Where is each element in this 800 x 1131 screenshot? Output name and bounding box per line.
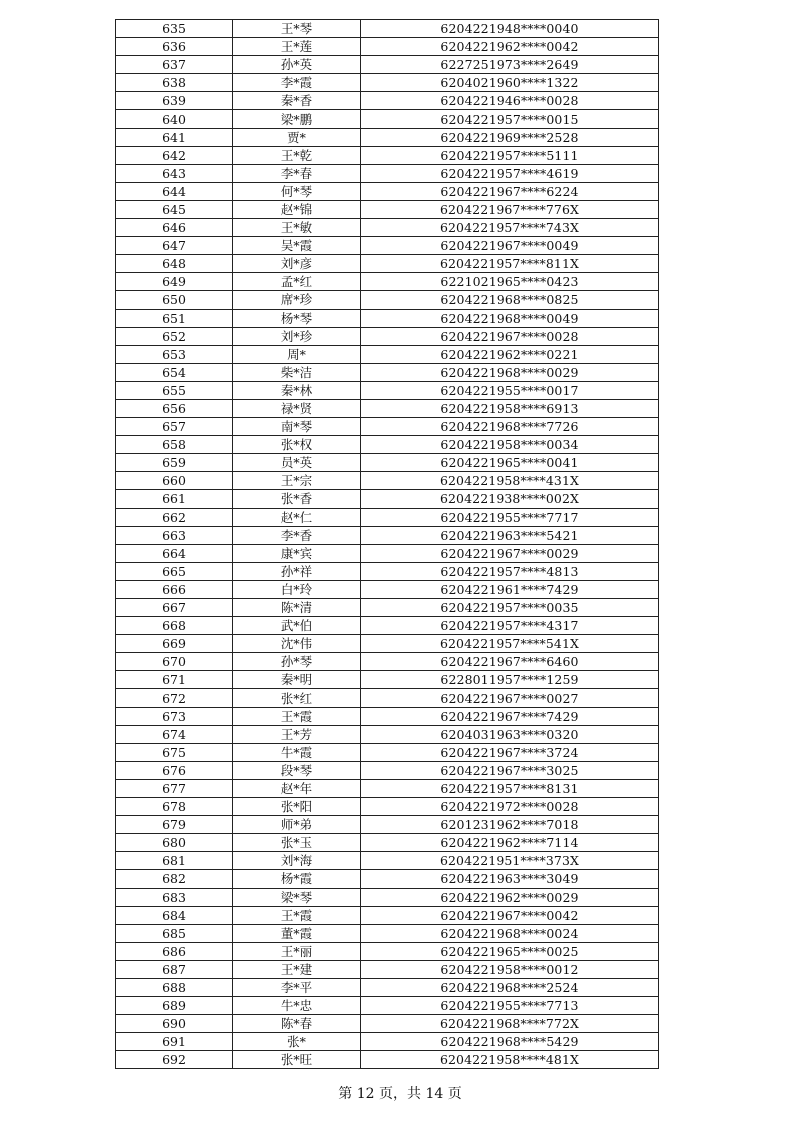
id-number-cell: 6204221967****0042 (361, 906, 659, 924)
name-cell: 秦*香 (233, 92, 361, 110)
name-cell: 王*敏 (233, 219, 361, 237)
name-cell: 梁*鹏 (233, 110, 361, 128)
table-row (116, 888, 659, 906)
row-number-cell: 680 (116, 834, 233, 852)
row-number-cell: 646 (116, 219, 233, 237)
table-row (116, 74, 659, 92)
page-number-text: 第 12 页，共 14 页 (338, 1086, 462, 1102)
roster-table (115, 19, 659, 1069)
table-row (116, 182, 659, 200)
row-number-cell: 661 (116, 490, 233, 508)
table-row (116, 671, 659, 689)
name-cell: 牛*忠 (233, 997, 361, 1015)
table-row (116, 1051, 659, 1069)
row-number-cell: 647 (116, 237, 233, 255)
name-cell: 禄*贤 (233, 399, 361, 417)
id-number-cell: 6204221963****5421 (361, 526, 659, 544)
table-row (116, 508, 659, 526)
row-number-cell: 691 (116, 1033, 233, 1051)
row-number-cell: 685 (116, 924, 233, 942)
id-number-cell: 6204221958****0012 (361, 960, 659, 978)
id-number-cell: 6204221965****0041 (361, 454, 659, 472)
row-number-cell: 660 (116, 472, 233, 490)
name-cell: 孙*祥 (233, 562, 361, 580)
row-number-cell: 666 (116, 580, 233, 598)
table-row (116, 689, 659, 707)
row-number-cell: 671 (116, 671, 233, 689)
row-number-cell: 679 (116, 816, 233, 834)
id-number-cell: 6204221968****772X (361, 1015, 659, 1033)
name-cell: 王*霞 (233, 707, 361, 725)
table-row (116, 128, 659, 146)
table-row (116, 327, 659, 345)
id-number-cell: 6204221967****6224 (361, 182, 659, 200)
table-row (116, 399, 659, 417)
row-number-cell: 636 (116, 38, 233, 56)
row-number-cell: 644 (116, 182, 233, 200)
id-number-cell: 6204021960****1322 (361, 74, 659, 92)
name-cell: 刘*海 (233, 852, 361, 870)
table-row (116, 834, 659, 852)
name-cell: 张*权 (233, 436, 361, 454)
id-number-cell: 6204221972****0028 (361, 798, 659, 816)
id-number-cell: 6204221962****0221 (361, 345, 659, 363)
row-number-cell: 651 (116, 309, 233, 327)
name-cell: 柴*洁 (233, 363, 361, 381)
name-cell: 刘*彦 (233, 255, 361, 273)
name-cell: 张* (233, 1033, 361, 1051)
id-number-cell: 6204221957****0015 (361, 110, 659, 128)
id-number-cell: 6204221967****6460 (361, 653, 659, 671)
row-number-cell: 643 (116, 164, 233, 182)
row-number-cell: 669 (116, 635, 233, 653)
table-row (116, 56, 659, 74)
table-row (116, 779, 659, 797)
row-number-cell: 652 (116, 327, 233, 345)
name-cell: 王*莲 (233, 38, 361, 56)
table-row (116, 92, 659, 110)
row-number-cell: 657 (116, 418, 233, 436)
name-cell: 周* (233, 345, 361, 363)
name-cell: 李*香 (233, 526, 361, 544)
id-number-cell: 6204221957****4317 (361, 617, 659, 635)
table-row (116, 1015, 659, 1033)
id-number-cell: 6204221968****0029 (361, 363, 659, 381)
table-row (116, 164, 659, 182)
name-cell: 员*英 (233, 454, 361, 472)
row-number-cell: 649 (116, 273, 233, 291)
table-row (116, 635, 659, 653)
table-row (116, 436, 659, 454)
row-number-cell: 668 (116, 617, 233, 635)
table-row (116, 906, 659, 924)
table-row (116, 870, 659, 888)
table-row (116, 345, 659, 363)
table-row (116, 725, 659, 743)
table-row (116, 544, 659, 562)
id-number-cell: 6221021965****0423 (361, 273, 659, 291)
id-number-cell: 6204221968****5429 (361, 1033, 659, 1051)
table-row (116, 20, 659, 38)
table-row (116, 617, 659, 635)
id-number-cell: 6204221968****7726 (361, 418, 659, 436)
row-number-cell: 656 (116, 399, 233, 417)
name-cell: 张*香 (233, 490, 361, 508)
id-number-cell: 6204221967****776X (361, 200, 659, 218)
table-row (116, 816, 659, 834)
row-number-cell: 663 (116, 526, 233, 544)
id-number-cell: 6204221955****7713 (361, 997, 659, 1015)
table-row (116, 924, 659, 942)
id-number-cell: 6204221958****431X (361, 472, 659, 490)
id-number-cell: 6204221957****4619 (361, 164, 659, 182)
row-number-cell: 659 (116, 454, 233, 472)
row-number-cell: 692 (116, 1051, 233, 1069)
row-number-cell: 674 (116, 725, 233, 743)
name-cell: 王*琴 (233, 20, 361, 38)
id-number-cell: 6204221948****0040 (361, 20, 659, 38)
row-number-cell: 678 (116, 798, 233, 816)
id-number-cell: 6204221962****7114 (361, 834, 659, 852)
id-number-cell: 6204221957****811X (361, 255, 659, 273)
row-number-cell: 683 (116, 888, 233, 906)
id-number-cell: 6204221968****2524 (361, 978, 659, 996)
name-cell: 段*琴 (233, 761, 361, 779)
table-row (116, 237, 659, 255)
row-number-cell: 645 (116, 200, 233, 218)
table-row (116, 997, 659, 1015)
row-number-cell: 665 (116, 562, 233, 580)
table-row (116, 255, 659, 273)
name-cell: 张*阳 (233, 798, 361, 816)
id-number-cell: 6204221938****002X (361, 490, 659, 508)
row-number-cell: 640 (116, 110, 233, 128)
table-row (116, 454, 659, 472)
id-number-cell: 6204221967****0029 (361, 544, 659, 562)
name-cell: 王*建 (233, 960, 361, 978)
id-number-cell: 6204221955****7717 (361, 508, 659, 526)
table-row (116, 472, 659, 490)
table-row (116, 852, 659, 870)
roster-table-body (116, 20, 659, 1069)
table-row (116, 562, 659, 580)
table-row (116, 219, 659, 237)
table-row (116, 761, 659, 779)
name-cell: 贾* (233, 128, 361, 146)
name-cell: 王*宗 (233, 472, 361, 490)
id-number-cell: 6204221958****481X (361, 1051, 659, 1069)
row-number-cell: 648 (116, 255, 233, 273)
id-number-cell: 6204221967****7429 (361, 707, 659, 725)
row-number-cell: 654 (116, 363, 233, 381)
row-number-cell: 686 (116, 942, 233, 960)
id-number-cell: 6204221955****0017 (361, 381, 659, 399)
row-number-cell: 635 (116, 20, 233, 38)
name-cell: 刘*珍 (233, 327, 361, 345)
name-cell: 白*玲 (233, 580, 361, 598)
name-cell: 王*乾 (233, 146, 361, 164)
name-cell: 董*霞 (233, 924, 361, 942)
table-row (116, 580, 659, 598)
row-number-cell: 655 (116, 381, 233, 399)
table-row (116, 942, 659, 960)
name-cell: 南*琴 (233, 418, 361, 436)
id-number-cell: 6204221957****8131 (361, 779, 659, 797)
name-cell: 张*旺 (233, 1051, 361, 1069)
table-row (116, 418, 659, 436)
name-cell: 杨*琴 (233, 309, 361, 327)
id-number-cell: 6204221967****0028 (361, 327, 659, 345)
name-cell: 孟*红 (233, 273, 361, 291)
name-cell: 席*珍 (233, 291, 361, 309)
row-number-cell: 641 (116, 128, 233, 146)
id-number-cell: 6204221968****0049 (361, 309, 659, 327)
name-cell: 王*丽 (233, 942, 361, 960)
table-row (116, 798, 659, 816)
row-number-cell: 667 (116, 599, 233, 617)
table-row (116, 200, 659, 218)
name-cell: 梁*琴 (233, 888, 361, 906)
name-cell: 孙*英 (233, 56, 361, 74)
name-cell: 王*芳 (233, 725, 361, 743)
name-cell: 陈*春 (233, 1015, 361, 1033)
id-number-cell: 6204221967****0027 (361, 689, 659, 707)
id-number-cell: 6204221967****3724 (361, 743, 659, 761)
id-number-cell: 6204221962****0042 (361, 38, 659, 56)
row-number-cell: 684 (116, 906, 233, 924)
row-number-cell: 673 (116, 707, 233, 725)
name-cell: 秦*林 (233, 381, 361, 399)
id-number-cell: 6201231962****7018 (361, 816, 659, 834)
id-number-cell: 6204221957****5111 (361, 146, 659, 164)
table-row (116, 599, 659, 617)
name-cell: 沈*伟 (233, 635, 361, 653)
id-number-cell: 6204221957****541X (361, 635, 659, 653)
table-row (116, 743, 659, 761)
id-number-cell: 6204221961****7429 (361, 580, 659, 598)
row-number-cell: 681 (116, 852, 233, 870)
table-row (116, 363, 659, 381)
row-number-cell: 672 (116, 689, 233, 707)
name-cell: 王*霞 (233, 906, 361, 924)
row-number-cell: 682 (116, 870, 233, 888)
row-number-cell: 642 (116, 146, 233, 164)
id-number-cell: 6227251973****2649 (361, 56, 659, 74)
name-cell: 李*霞 (233, 74, 361, 92)
id-number-cell: 6204221963****3049 (361, 870, 659, 888)
table-row (116, 273, 659, 291)
table-row (116, 490, 659, 508)
name-cell: 赵*年 (233, 779, 361, 797)
row-number-cell: 637 (116, 56, 233, 74)
row-number-cell: 650 (116, 291, 233, 309)
table-row (116, 978, 659, 996)
row-number-cell: 658 (116, 436, 233, 454)
row-number-cell: 638 (116, 74, 233, 92)
name-cell: 牛*霞 (233, 743, 361, 761)
name-cell: 张*玉 (233, 834, 361, 852)
row-number-cell: 689 (116, 997, 233, 1015)
row-number-cell: 688 (116, 978, 233, 996)
name-cell: 李*平 (233, 978, 361, 996)
table-row (116, 38, 659, 56)
name-cell: 康*宾 (233, 544, 361, 562)
row-number-cell: 675 (116, 743, 233, 761)
id-number-cell: 6204221958****0034 (361, 436, 659, 454)
name-cell: 陈*清 (233, 599, 361, 617)
name-cell: 师*弟 (233, 816, 361, 834)
table-row (116, 110, 659, 128)
name-cell: 孙*琴 (233, 653, 361, 671)
row-number-cell: 653 (116, 345, 233, 363)
name-cell: 武*伯 (233, 617, 361, 635)
id-number-cell: 6204221967****0049 (361, 237, 659, 255)
row-number-cell: 662 (116, 508, 233, 526)
table-row (116, 309, 659, 327)
page-footer (0, 1083, 800, 1103)
table-row (116, 381, 659, 399)
table-row (116, 653, 659, 671)
name-cell: 秦*明 (233, 671, 361, 689)
row-number-cell: 687 (116, 960, 233, 978)
name-cell: 赵*仁 (233, 508, 361, 526)
table-row (116, 291, 659, 309)
id-number-cell: 6204221957****743X (361, 219, 659, 237)
id-number-cell: 6204221968****0024 (361, 924, 659, 942)
id-number-cell: 6204221957****0035 (361, 599, 659, 617)
row-number-cell: 690 (116, 1015, 233, 1033)
id-number-cell: 6204221958****6913 (361, 399, 659, 417)
row-number-cell: 676 (116, 761, 233, 779)
name-cell: 赵*锦 (233, 200, 361, 218)
table-row (116, 1033, 659, 1051)
row-number-cell: 677 (116, 779, 233, 797)
name-cell: 杨*霞 (233, 870, 361, 888)
name-cell: 何*琴 (233, 182, 361, 200)
name-cell: 吴*霞 (233, 237, 361, 255)
table-row (116, 146, 659, 164)
row-number-cell: 664 (116, 544, 233, 562)
id-number-cell: 6204221962****0029 (361, 888, 659, 906)
id-number-cell: 6204221951****373X (361, 852, 659, 870)
row-number-cell: 670 (116, 653, 233, 671)
table-row (116, 960, 659, 978)
id-number-cell: 6204221969****2528 (361, 128, 659, 146)
id-number-cell: 6228011957****1259 (361, 671, 659, 689)
id-number-cell: 6204221968****0825 (361, 291, 659, 309)
name-cell: 李*春 (233, 164, 361, 182)
name-cell: 张*红 (233, 689, 361, 707)
id-number-cell: 6204221946****0028 (361, 92, 659, 110)
id-number-cell: 6204221967****3025 (361, 761, 659, 779)
id-number-cell: 6204221965****0025 (361, 942, 659, 960)
id-number-cell: 6204031963****0320 (361, 725, 659, 743)
row-number-cell: 639 (116, 92, 233, 110)
table-row (116, 707, 659, 725)
table-row (116, 526, 659, 544)
id-number-cell: 6204221957****4813 (361, 562, 659, 580)
